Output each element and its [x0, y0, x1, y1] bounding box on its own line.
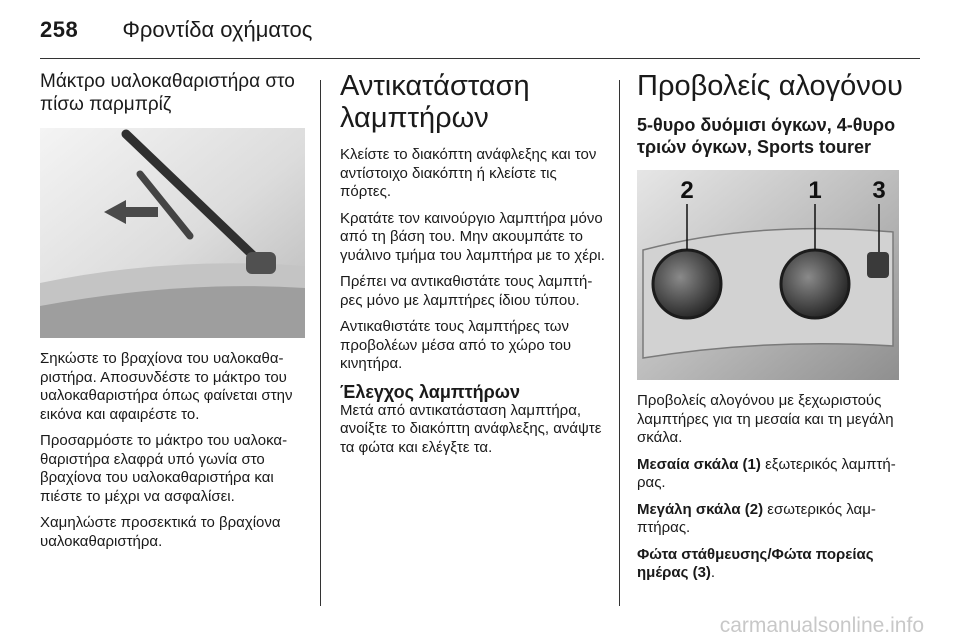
item-desc: . [710, 564, 716, 581]
wiper-pivot [246, 252, 276, 274]
header-rule [40, 58, 920, 59]
paragraph: Πρέπει να αντικαθιστάτε τους λαμπτήρες μόνο με λαμπτήρες ίδιου τύπου. [340, 273, 593, 309]
paragraph: Προβολείς αλογόνου με ξεχωριστούς λαμπτήρες για τη μεσαία και τη μεγάλη σκάλα. [637, 392, 894, 446]
subsection-title-models: 5-θυρο δυόμισι όγκων, 4-θυρο τριών όγκων, Sports tourer [637, 115, 896, 157]
paragraph: Μετά από αντικατάσταση λαμπτήρα, ανοίξτε το διακόπτη ανάφλεξης, ανάψτε τα φώτα και ελέγξτε τα. [340, 401, 602, 456]
watermark-text: carmanualsonline.info [719, 614, 924, 637]
paragraph: Αντικαθιστάτε τους λαμπτήρες των προβολέων μέσα από το χώρο του κινητήρα. [340, 318, 572, 372]
item-parking-drl [637, 546, 905, 583]
figure-label-1: 1 [808, 177, 822, 204]
paragraph: Χαμηλώστε προσεκτικά το βραχίονα υαλοκαθαριστήρα. [40, 514, 281, 550]
subsection-title-bulb-check: Έλεγχος λαμπτήρων [340, 381, 521, 402]
column-divider [320, 80, 321, 606]
paragraph: Σηκώστε το βραχίονα του υαλοκαθαριστήρα. Αποσυνδέστε το μάκτρο του υαλοκαθαριστήρα όπως φαίνεται στην εικόνα και αφαιρέστε το. [40, 350, 293, 423]
page-header [40, 17, 312, 43]
column-halogen [637, 70, 905, 591]
section-title-wiper: Μάκτρο υαλοκαθαριστήρα στο πίσω παρμπρίζ [40, 71, 295, 115]
section-title-bulbs: Αντικατάσταση λαμπτήρων [340, 70, 530, 134]
item-term: Φώτα στάθμευσης/Φώτα πορείας ημέρας (3) [637, 545, 874, 581]
headlamp-figure [637, 170, 899, 380]
wiper-figure [40, 128, 305, 338]
item-term: Μεσαία σκάλα (1) [637, 455, 761, 473]
figure-label-3: 3 [872, 177, 886, 204]
item-high-beam [637, 501, 905, 538]
section-title-halogen: Προβολείς αλογόνου [637, 70, 903, 102]
column-divider [619, 80, 620, 606]
watermark [664, 614, 924, 638]
page-number: 258 [40, 17, 79, 42]
paragraph: Κλείστε το διακόπτη ανάφλεξης και τον αντίστοιχο διακόπτη ή κλείστε τις πόρτες. [340, 146, 597, 200]
high-beam-cap [653, 250, 721, 318]
parking-lamp-socket [867, 252, 889, 278]
column-wiper [40, 70, 305, 559]
figure-label-2: 2 [680, 177, 694, 204]
low-beam-cap [781, 250, 849, 318]
column-bulb-replacement [340, 70, 605, 465]
paragraph: Κρατάτε τον καινούργιο λαμπτήρα μόνο από τη βάση του. Μην ακουμπάτε το γυάλινο τμήμα του λαμπτήρα με το χέρι. [340, 209, 605, 264]
item-term: Μεγάλη σκάλα (2) [637, 500, 764, 518]
chapter-title: Φροντίδα οχήματος [122, 17, 313, 42]
item-desc: εξωτερικός λαμπτήρας. [637, 455, 896, 491]
paragraph: Προσαρμόστε το μάκτρο του υαλοκαθαριστήρα ελαφρά υπό γωνία στο βραχίονα του υαλοκαθαριστήρα και πιέστε το μέχρι να ασφαλίσει. [40, 432, 288, 505]
item-desc: εσωτερικός λαμπτήρας. [637, 500, 876, 536]
item-low-beam [637, 456, 905, 493]
